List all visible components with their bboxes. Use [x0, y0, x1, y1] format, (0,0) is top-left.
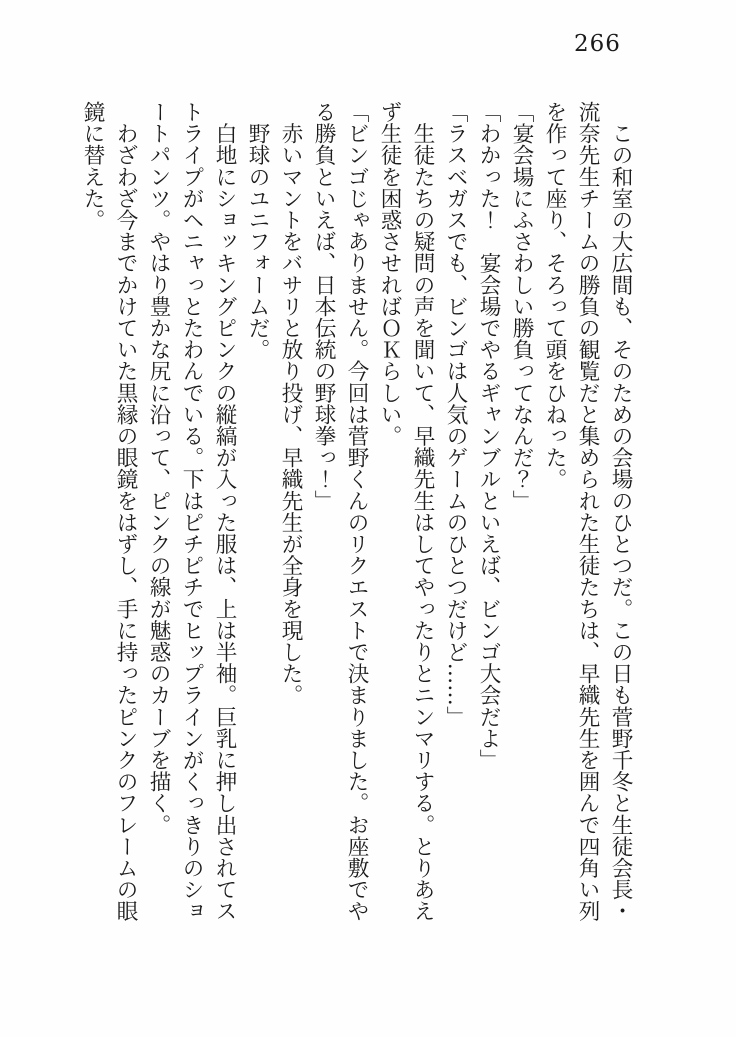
text-line: 流奈先生チームの勝負の観覧だと集められた生徒たちは、早織先生を囲んで四角い列	[575, 101, 600, 922]
text-line: 「ビンゴじゃありません。今回は菅野くんのリクエストで決まりました。お座敷でや	[344, 101, 369, 922]
text-block	[76, 101, 637, 937]
text-line: 白地にショッキングピンクの縦縞が入った服は、上は半袖。巨乳に押し出されてス	[212, 101, 237, 922]
text-line: ず生徒を困惑させればＯＫらしい。	[377, 101, 402, 447]
text-line: 赤いマントをバサリと放り投げ、早織先生が全身を現した。	[278, 101, 303, 706]
text-line: 「宴会場にふさわしい勝負ってなんだ？」	[509, 101, 534, 512]
text-line: ートパンツ。やはり豊かな尻に沿って、ピンクの線が魅惑のカーブを描く。	[146, 101, 171, 836]
page-number: 266	[574, 31, 621, 57]
text-line: 野球のユニフォームだ。	[245, 101, 270, 361]
text-line: この和室の大広間も、そのための会場のひとつだ。この日も菅野千冬と生徒会長・	[608, 101, 633, 922]
text-line: わざわざ今までかけていた黒縁の眼鏡をはずし、手に持ったピンクのフレームの眼	[113, 101, 138, 922]
text-line: トライプがヘニャっとたわんでいる。下はピチピチでヒップラインがくっきりのショ	[179, 101, 204, 922]
text-line: を作って座り、そろって頭をひねった。	[542, 101, 567, 490]
text-line: 「ラスベガスでも、ビンゴは人気のゲームのひとつだけど……」	[443, 101, 468, 728]
text-line: 生徒たちの疑問の声を聞いて、早織先生はしてやったりとニンマリする。とりあえ	[410, 101, 435, 922]
text-line: 鏡に替えた。	[80, 101, 105, 231]
text-line: る勝負といえば、日本伝統の野球拳っ！」	[311, 101, 336, 512]
text-line: 「わかった！ 宴会場でやるギャンブルといえば、ビンゴ大会だよ」	[476, 101, 501, 771]
